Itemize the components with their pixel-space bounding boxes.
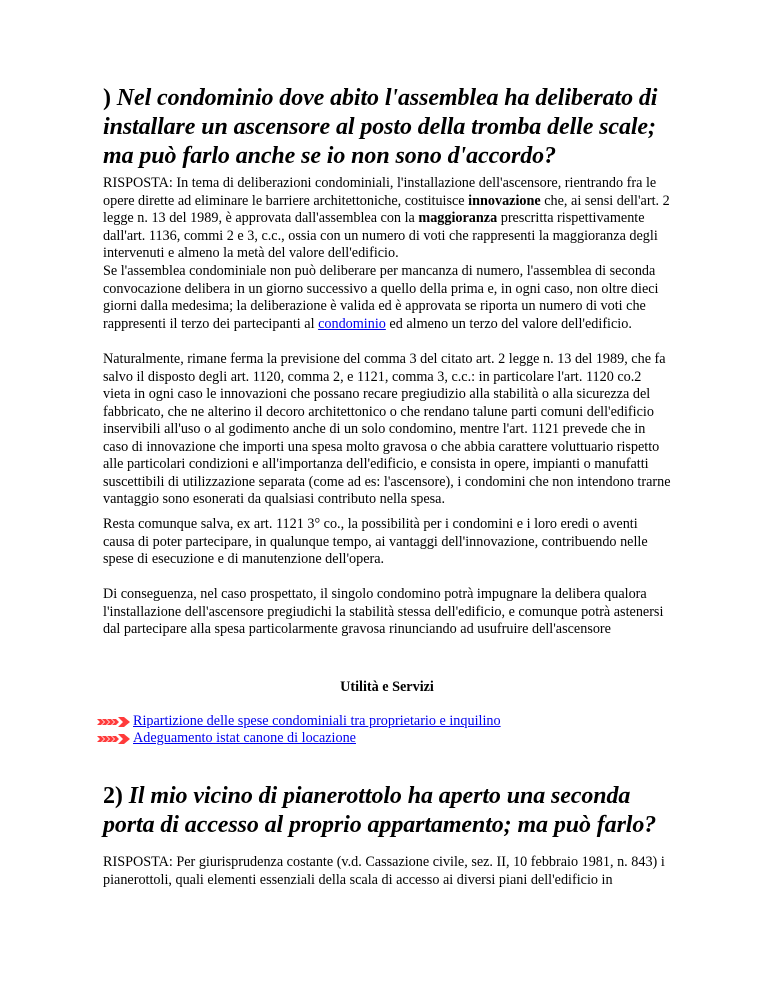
answer-1-text-c: che, ai sensi dell'art. 2 legge n. 13 del 1989, è approvata dall'assemblea con la (103, 192, 670, 226)
question-1-heading (103, 84, 671, 171)
answer-1-p2-text-b: ed almeno un terzo del valore dell'edificio. (385, 315, 632, 332)
red-arrow-icon (97, 716, 133, 728)
answer-1-text-d: prescritta rispettivamente dall'art. 1136, commi 2 e 3, c.c., ossia con un numero di voti che rappresenti la maggioranza degli intervenuti e almeno la metà del valore dell'edificio. (103, 210, 658, 261)
answer-1-paragraph-3: Naturalmente, rimane ferma la previsione del comma 3 del citato art. 2 legge n. 13 del 1989, che fa salvo il disposto degli art. 1120, comma 2, e 1121, comma 3, c.c.: in particolare l'art. 1120 co.2 vieta in ogni caso le innovazioni che possano recare pregiudizio alla stabilità o alla sicurezza del fabbricato, che ne alterino il decoro architettonico o che rendano talune parti comuni dell'edificio inservibili all'uso o al godimento anche di un solo condomino, mentre l'art. 1121 prevede che in caso di innovazione che importi una spesa molto gravosa o che abbia carattere voluttuario rispetto alle particolari condizioni e all'importanza dell'edificio, e consista in opere, impianti o manufatti suscettibili di utilizzazione separata (come ad es: l'ascensore), i condomini che non intendono trarne vantaggio sono esonerati da qualsiasi contributo nella spesa. (103, 351, 671, 507)
question-1-number: ) (103, 85, 111, 111)
services-link-list (97, 713, 501, 747)
answer-1-text-a: RISPOSTA: In tema di deliberazioni condominiali, l'installazione dell'ascensore, rientrando fra le opere dirette ad eliminare le barriere architettoniche, costituisce (103, 175, 657, 209)
answer-1-p2-text-a: Se l'assemblea condominiale non può deliberare per mancanza di numero, l'assemblea di seconda convocazione delibera in un giorno successivo a quello della prima e, in ogni caso, non oltre dieci giorni dalla medesima; la deliberazione è valida ed è approvata se riporta un numero di voti che rappresenti il terzo dei partecipanti al (103, 263, 659, 332)
question-2-number: 2) (103, 783, 123, 809)
services-link-ripartizione[interactable]: Ripartizione delle spese condominiali tra proprietario e inquilino (133, 713, 501, 729)
services-list-item (97, 730, 501, 747)
answer-1-paragraph-5: Di conseguenza, nel caso prospettato, il singolo condomino potrà impugnare la delibera qualora l'installazione dell'ascensore pregiudichi la stabilità stessa dell'edificio, e comunque potrà astenersi dal partecipare alla spesa particolarmente gravosa rinunciando ad usufruire dell'ascensore (103, 586, 664, 637)
services-link-istat[interactable]: Adeguamento istat canone di locazione (133, 730, 356, 746)
condominio-link[interactable]: condominio (318, 315, 386, 332)
services-title: Utilità e Servizi (340, 679, 434, 695)
answer-1-paragraph-1 (103, 175, 671, 263)
answer-1-paragraph-4: Resta comunque salva, ex art. 1121 3° co., la possibilità per i condomini e i loro eredi o aventi causa di poter partecipare, in qualunque tempo, ai vantaggi dell'innovazione, contribuendo nelle spese di esecuzione e di manutenzione dell'opera. (103, 516, 648, 567)
term-maggioranza: maggioranza (418, 210, 498, 226)
question-2-heading (103, 782, 671, 840)
term-innovazione: innovazione (468, 192, 541, 209)
question-1-title: Nel condominio dove abito l'assemblea ha deliberato di installare un ascensore al posto della tromba delle scale; ma può farlo anche se io non sono d'accordo? (103, 85, 658, 169)
red-arrow-icon (97, 733, 133, 745)
answer-1-paragraph-2 (103, 263, 671, 333)
question-2-title: Il mio vicino di pianerottolo ha aperto una seconda porta di accesso al proprio appartamento; ma può farlo? (103, 783, 657, 838)
services-list-item (97, 713, 501, 730)
answer-2-paragraph-1: RISPOSTA: Per giurisprudenza costante (v.d. Cassazione civile, sez. II, 10 febbraio 1981, n. 843) i pianerottoli, quali elementi essenziali della scala di accesso ai diversi piani dell'edificio in (103, 854, 665, 888)
